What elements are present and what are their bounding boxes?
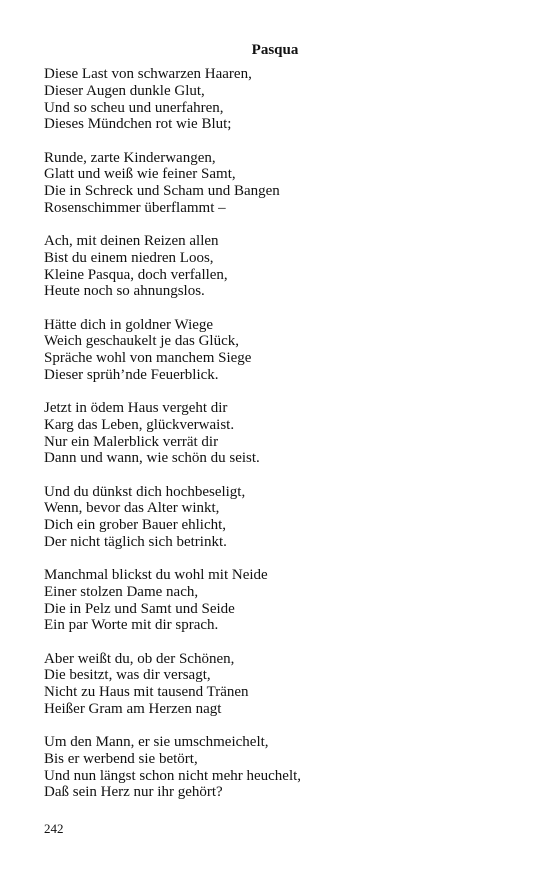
poem-line: Weich geschaukelt je das Glück,	[44, 333, 239, 350]
poem-line: Nicht zu Haus mit tausend Tränen	[44, 684, 249, 700]
poem-line: Der nicht täglich sich betrinkt.	[44, 533, 227, 550]
stanza	[44, 317, 520, 384]
poem-line: Die in Pelz und Samt und Seide	[44, 600, 235, 617]
stanza	[44, 567, 520, 634]
poem-line: Daß sein Herz nur ihr gehört?	[44, 784, 223, 801]
poem-line: Jetzt in ödem Haus vergeht dir	[44, 400, 228, 416]
poem-line: Bist du einem niedren Loos,	[44, 249, 214, 266]
poem-line: Heißer Gram am Herzen nagt	[44, 700, 222, 717]
poem-line: Diese Last von schwarzen Haaren,	[44, 66, 252, 82]
poem-line: Dann und wann, wie schön du seist.	[44, 450, 260, 467]
poem-line: Heute noch so ahnungslos.	[44, 283, 205, 300]
poem-line: Dieses Mündchen rot wie Blut;	[44, 116, 232, 133]
stanza	[44, 484, 520, 551]
poem-line: Spräche wohl von manchem Siege	[44, 350, 252, 366]
poem-line: Bis er werbend sie betört,	[44, 750, 198, 767]
poem-title: Pasqua	[251, 42, 299, 58]
stanza	[44, 150, 520, 217]
poem-line: Glatt und weiß wie feiner Samt,	[44, 166, 236, 183]
poem-line: Ein par Worte mit dir sprach.	[44, 617, 219, 634]
poem-line: Um den Mann, er sie umschmeichelt,	[44, 734, 269, 750]
stanza	[44, 734, 520, 801]
poem-line: Hätte dich in goldner Wiege	[44, 316, 214, 333]
poem-line: Wenn, bevor das Alter winkt,	[44, 500, 220, 517]
poem-line: Dieser sprüh’nde Feuerblick.	[44, 366, 219, 383]
poem-line: Karg das Leben, glückverwaist.	[44, 416, 235, 433]
stanza	[44, 651, 520, 718]
poem-line: Aber weißt du, ob der Schönen,	[44, 650, 235, 667]
poem-line: Und nun längst schon nicht mehr heuchelt,	[44, 767, 302, 784]
page-number: 242	[44, 821, 64, 836]
poem-line: Manchmal blickst du wohl mit Neide	[44, 567, 268, 583]
poem-line: Kleine Pasqua, doch verfallen,	[44, 266, 228, 283]
poem-line: Dich ein grober Bauer ehlicht,	[44, 517, 227, 533]
poem-line: Einer stolzen Dame nach,	[44, 583, 199, 600]
poem-line: Dieser Augen dunkle Glut,	[44, 82, 205, 99]
poem-line: Die in Schreck und Scham und Bangen	[44, 183, 280, 199]
poem-line: Nur ein Malerblick verrät dir	[44, 433, 219, 450]
stanza	[44, 400, 520, 467]
poem-line: Und so scheu und unerfahren,	[44, 99, 224, 116]
poem-body	[44, 66, 520, 818]
poem-line: Ach, mit deinen Reizen allen	[44, 233, 219, 249]
poem-line: Runde, zarte Kinderwangen,	[44, 149, 216, 166]
poem-line: Rosenschimmer überflammt –	[44, 199, 226, 216]
stanza	[44, 233, 520, 300]
poem-line: Und du dünkst dich hochbeseligt,	[44, 483, 246, 500]
poem-line: Die besitzt, was dir versagt,	[44, 667, 211, 684]
stanza	[44, 66, 520, 133]
